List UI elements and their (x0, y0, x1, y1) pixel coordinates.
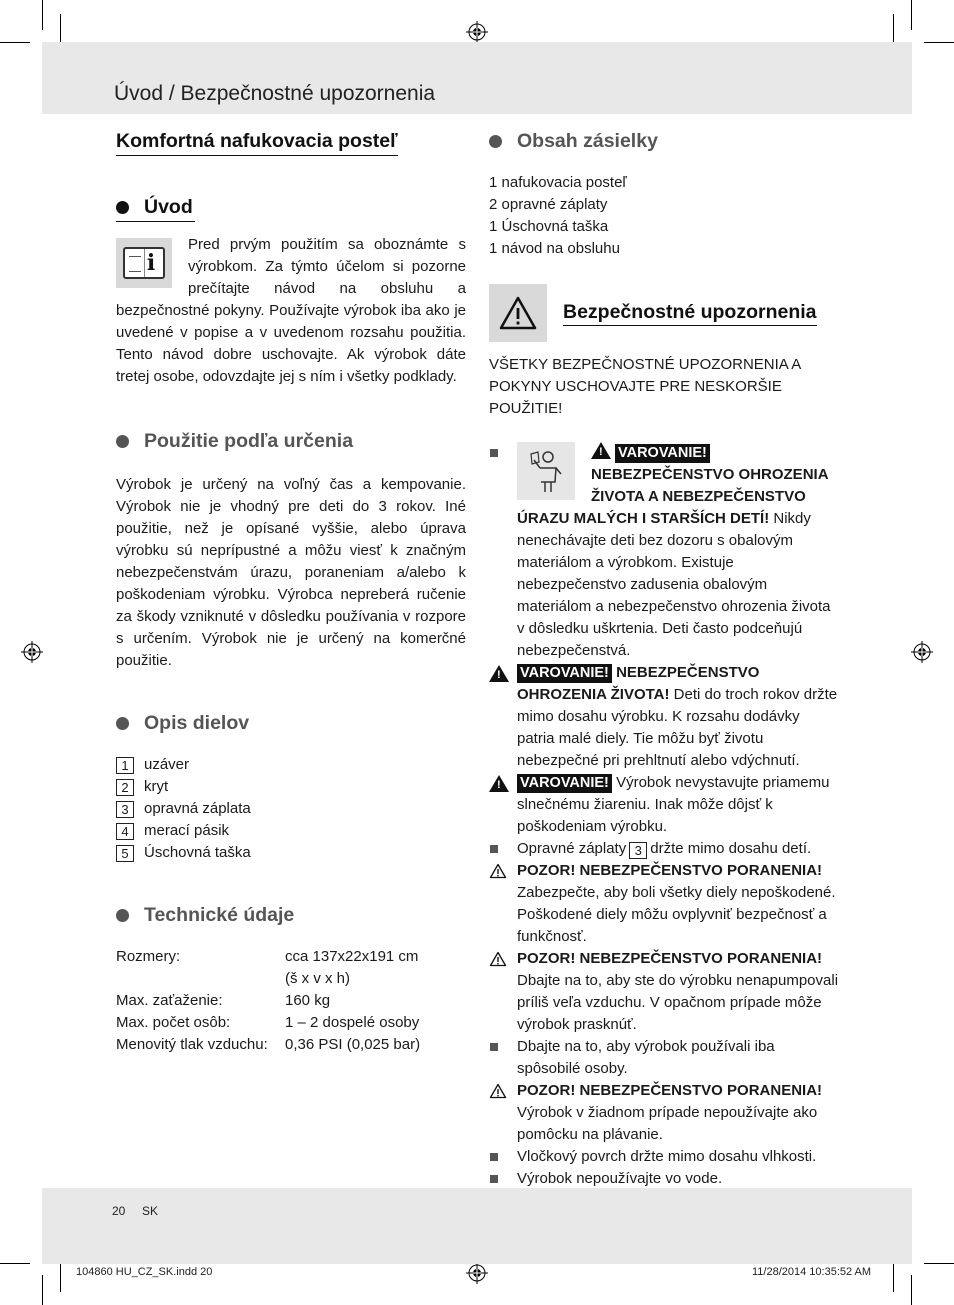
warning-item (489, 662, 841, 772)
footer-band (42, 1188, 912, 1264)
table-row: Max. zaťaženie: 160 kg (116, 992, 331, 1009)
part-label: opravná záplata (144, 800, 251, 817)
warning-label: VAROVANIE! (517, 774, 612, 793)
warning-triangle-icon (489, 284, 547, 342)
list-item (116, 754, 466, 776)
warning-triangle-icon (489, 775, 509, 792)
caution-heading: POZOR! NEBEZPEČENSTVO PORANENIA! (517, 862, 823, 879)
crop-mark (924, 42, 954, 43)
warning-triangle-icon (591, 442, 611, 459)
intended-use-text: Výrobok je určený na voľný čas a kempovanie. Výrobok nie je vhodný pre deti do 3 rokov. Iné použitie, než je opísané vyššie, alebo úprava výrobku sú neprípustné a môžu viesť k značným nebezpečenstvám úrazu, poraneniam a/alebo k poškodeniam výrobku. Výrobca nepreberá ručenie za škody vzniknuté v dôsledku používania v rozpore s určením. Výrobok nie je určený na komerčné použitie. (116, 476, 466, 669)
bullet-item: Výrobok nepoužívajte vo vode. (489, 1168, 841, 1190)
square-bullet-icon (490, 845, 498, 853)
safety-title: Bezpečnostné upozornenia (563, 301, 817, 326)
warning-heading: NEBEZPEČENSTVO OHROZENIA ŽIVOTA! (517, 664, 760, 703)
slug-date: 11/28/2014 10:35:52 AM (752, 1266, 872, 1278)
caution-text: Zabezpečte, aby boli všetky diely nepoškodené. Poškodené diely môžu ovplyvniť bezpečnosť a funkčnosť. (517, 884, 836, 945)
caution-item (489, 1080, 841, 1146)
part-number: 3 (116, 801, 134, 818)
bullet-item: Vločkový povrch držte mimo dosahu vlhkosti. (489, 1146, 841, 1168)
registration-mark-icon (466, 21, 488, 43)
child-warning-icon (517, 442, 575, 500)
square-bullet-icon (490, 1175, 498, 1183)
part-label: merací pásik (144, 822, 230, 839)
warning-item (489, 772, 841, 838)
list-item: 2 opravné záplaty (489, 196, 608, 213)
warning-label: VAROVANIE! (517, 664, 612, 683)
crop-mark (42, 1275, 43, 1305)
section-heading-contents: Obsah zásielky (489, 130, 841, 152)
contents-list (489, 172, 841, 260)
safety-header (489, 284, 841, 342)
caution-text: Výrobok v žiadnom prípade nepoužívajte ako pomôcku na plávanie. (517, 1104, 818, 1143)
list-item (116, 798, 466, 820)
part-number: 4 (116, 823, 134, 840)
spec-table (116, 946, 466, 1056)
warning-text: Nikdy nenechávajte deti bez dozoru s obalovým materiálom a výrobkom. Existuje nebezpečenstvo zadusenia obalovým materiálom a nebezpečenstvo ohrozenia života v dôsledku uškrtenia. Deti často podceňujú nebezpečenstvá. (517, 510, 831, 659)
crop-mark (911, 1275, 912, 1305)
warning-text: Výrobok nevystavujte priamemu slnečnému žiareniu. Inak môže dôjsť k poškodeniam výrobku. (517, 774, 830, 835)
page-title: Úvod / Bezpečnostné upozornenia (114, 82, 436, 105)
caution-item (489, 948, 841, 1036)
warning-triangle-icon (489, 665, 509, 682)
crop-mark (60, 1260, 61, 1292)
crop-mark (924, 1263, 954, 1264)
crop-mark (893, 1260, 894, 1292)
bullet-dot-icon (116, 717, 129, 730)
caution-text: Dbajte na to, aby ste do výrobku nenapumpovali príliš veľa vzduchu. V opačnom prípade môže výrobok prasknúť. (517, 972, 839, 1033)
registration-mark-icon (21, 641, 43, 663)
caution-item (489, 860, 841, 948)
bullet-dot-icon (116, 201, 129, 214)
warning-item (489, 442, 841, 662)
warning-heading: NEBEZPEČENSTVO OHROZENIA ŽIVOTA A NEBEZPEČENSTVO ÚRAZU MALÝCH I STARŠÍCH DETÍ! (517, 466, 828, 527)
square-bullet-icon (490, 1153, 498, 1161)
document-title: Komfortná nafukovacia posteľ (116, 130, 398, 156)
part-label: Úschovná taška (144, 844, 251, 861)
registration-mark-icon (911, 641, 933, 663)
crop-mark (911, 0, 912, 30)
left-column (116, 130, 466, 1056)
section-heading-intro: Úvod (116, 196, 195, 222)
intro-block (116, 234, 466, 388)
part-label: uzáver (144, 756, 190, 773)
caution-heading: POZOR! NEBEZPEČENSTVO PORANENIA! (517, 950, 823, 967)
section-heading-intended-use: Použitie podľa určenia (116, 430, 466, 452)
warning-text: Deti do troch rokov držte mimo dosahu výrobku. K rozsahu dodávky patria malé diely. Tie môžu byť životu nebezpečné pri prehltnutí alebo vdýchnutí. (517, 686, 838, 769)
part-number: 5 (116, 845, 134, 862)
right-column (489, 130, 841, 1190)
bullet-item: Dbajte na to, aby výrobok používali iba spôsobilé osoby. (489, 1036, 841, 1080)
list-item (116, 776, 466, 798)
square-bullet-icon (490, 1043, 498, 1051)
bullet-dot-icon (489, 135, 502, 148)
section-heading-technical-data: Technické údaje (116, 904, 466, 926)
caution-triangle-icon (489, 1083, 507, 1099)
registration-mark-icon (466, 1262, 488, 1284)
caution-heading: POZOR! NEBEZPEČENSTVO PORANENIA! (517, 1082, 823, 1099)
slug-file-info: 104860 HU_CZ_SK.indd 20 (76, 1266, 213, 1278)
table-row: (š x v x h) (285, 970, 351, 987)
list-item (116, 820, 466, 842)
info-book-icon: i (116, 238, 172, 288)
bullet-dot-icon (116, 435, 129, 448)
square-bullet-icon (490, 449, 498, 457)
caution-triangle-icon (489, 863, 507, 879)
page-number: 20 (112, 1204, 126, 1218)
section-heading-parts: Opis dielov (116, 712, 466, 734)
list-item: 1 Úschovná taška (489, 218, 609, 235)
safety-caps-notice: VŠETKY BEZPEČNOSTNÉ UPOZORNENIA A POKYNY USCHOVAJTE PRE NESKORŠIE POUŽITIE! (489, 356, 801, 417)
crop-mark (0, 1263, 30, 1264)
list-item: 1 nafukovacia posteľ (489, 174, 627, 191)
part-number: 1 (116, 757, 134, 774)
intro-text: Pred prvým použitím sa oboznámte s výrobkom. Za týmto účelom si pozorne prečítajte návod na obsluhu a bezpečnostné pokyny. Používajte výrobok iba ako je uvedené v popise a v uvedenom rozsahu použitia. Tento návod dobre uschovajte. Ak výrobok dáte tretej osobe, odovzdajte jej s ním i všetky podklady. (116, 236, 466, 385)
parts-list (116, 754, 466, 864)
crop-mark (0, 42, 30, 43)
part-label: kryt (144, 778, 169, 795)
warning-label: VAROVANIE! (615, 444, 710, 463)
crop-mark (42, 0, 43, 30)
table-row: Max. počet osôb: 1 – 2 dospelé osoby (116, 1014, 420, 1031)
part-number: 2 (116, 779, 134, 796)
list-item: 1 návod na obsluhu (489, 240, 620, 257)
list-item (116, 842, 466, 864)
caution-triangle-icon (489, 951, 507, 967)
language-code: SK (142, 1204, 159, 1218)
table-row: Menovitý tlak vzduchu: 0,36 PSI (0,025 bar) (116, 1036, 421, 1053)
bullet-item: Opravné záplaty 3 držte mimo dosahu detí. (489, 838, 841, 860)
part-number: 3 (629, 842, 647, 859)
bullet-dot-icon (116, 909, 129, 922)
table-row: Rozmery: cca 137x22x191 cm (116, 948, 419, 965)
